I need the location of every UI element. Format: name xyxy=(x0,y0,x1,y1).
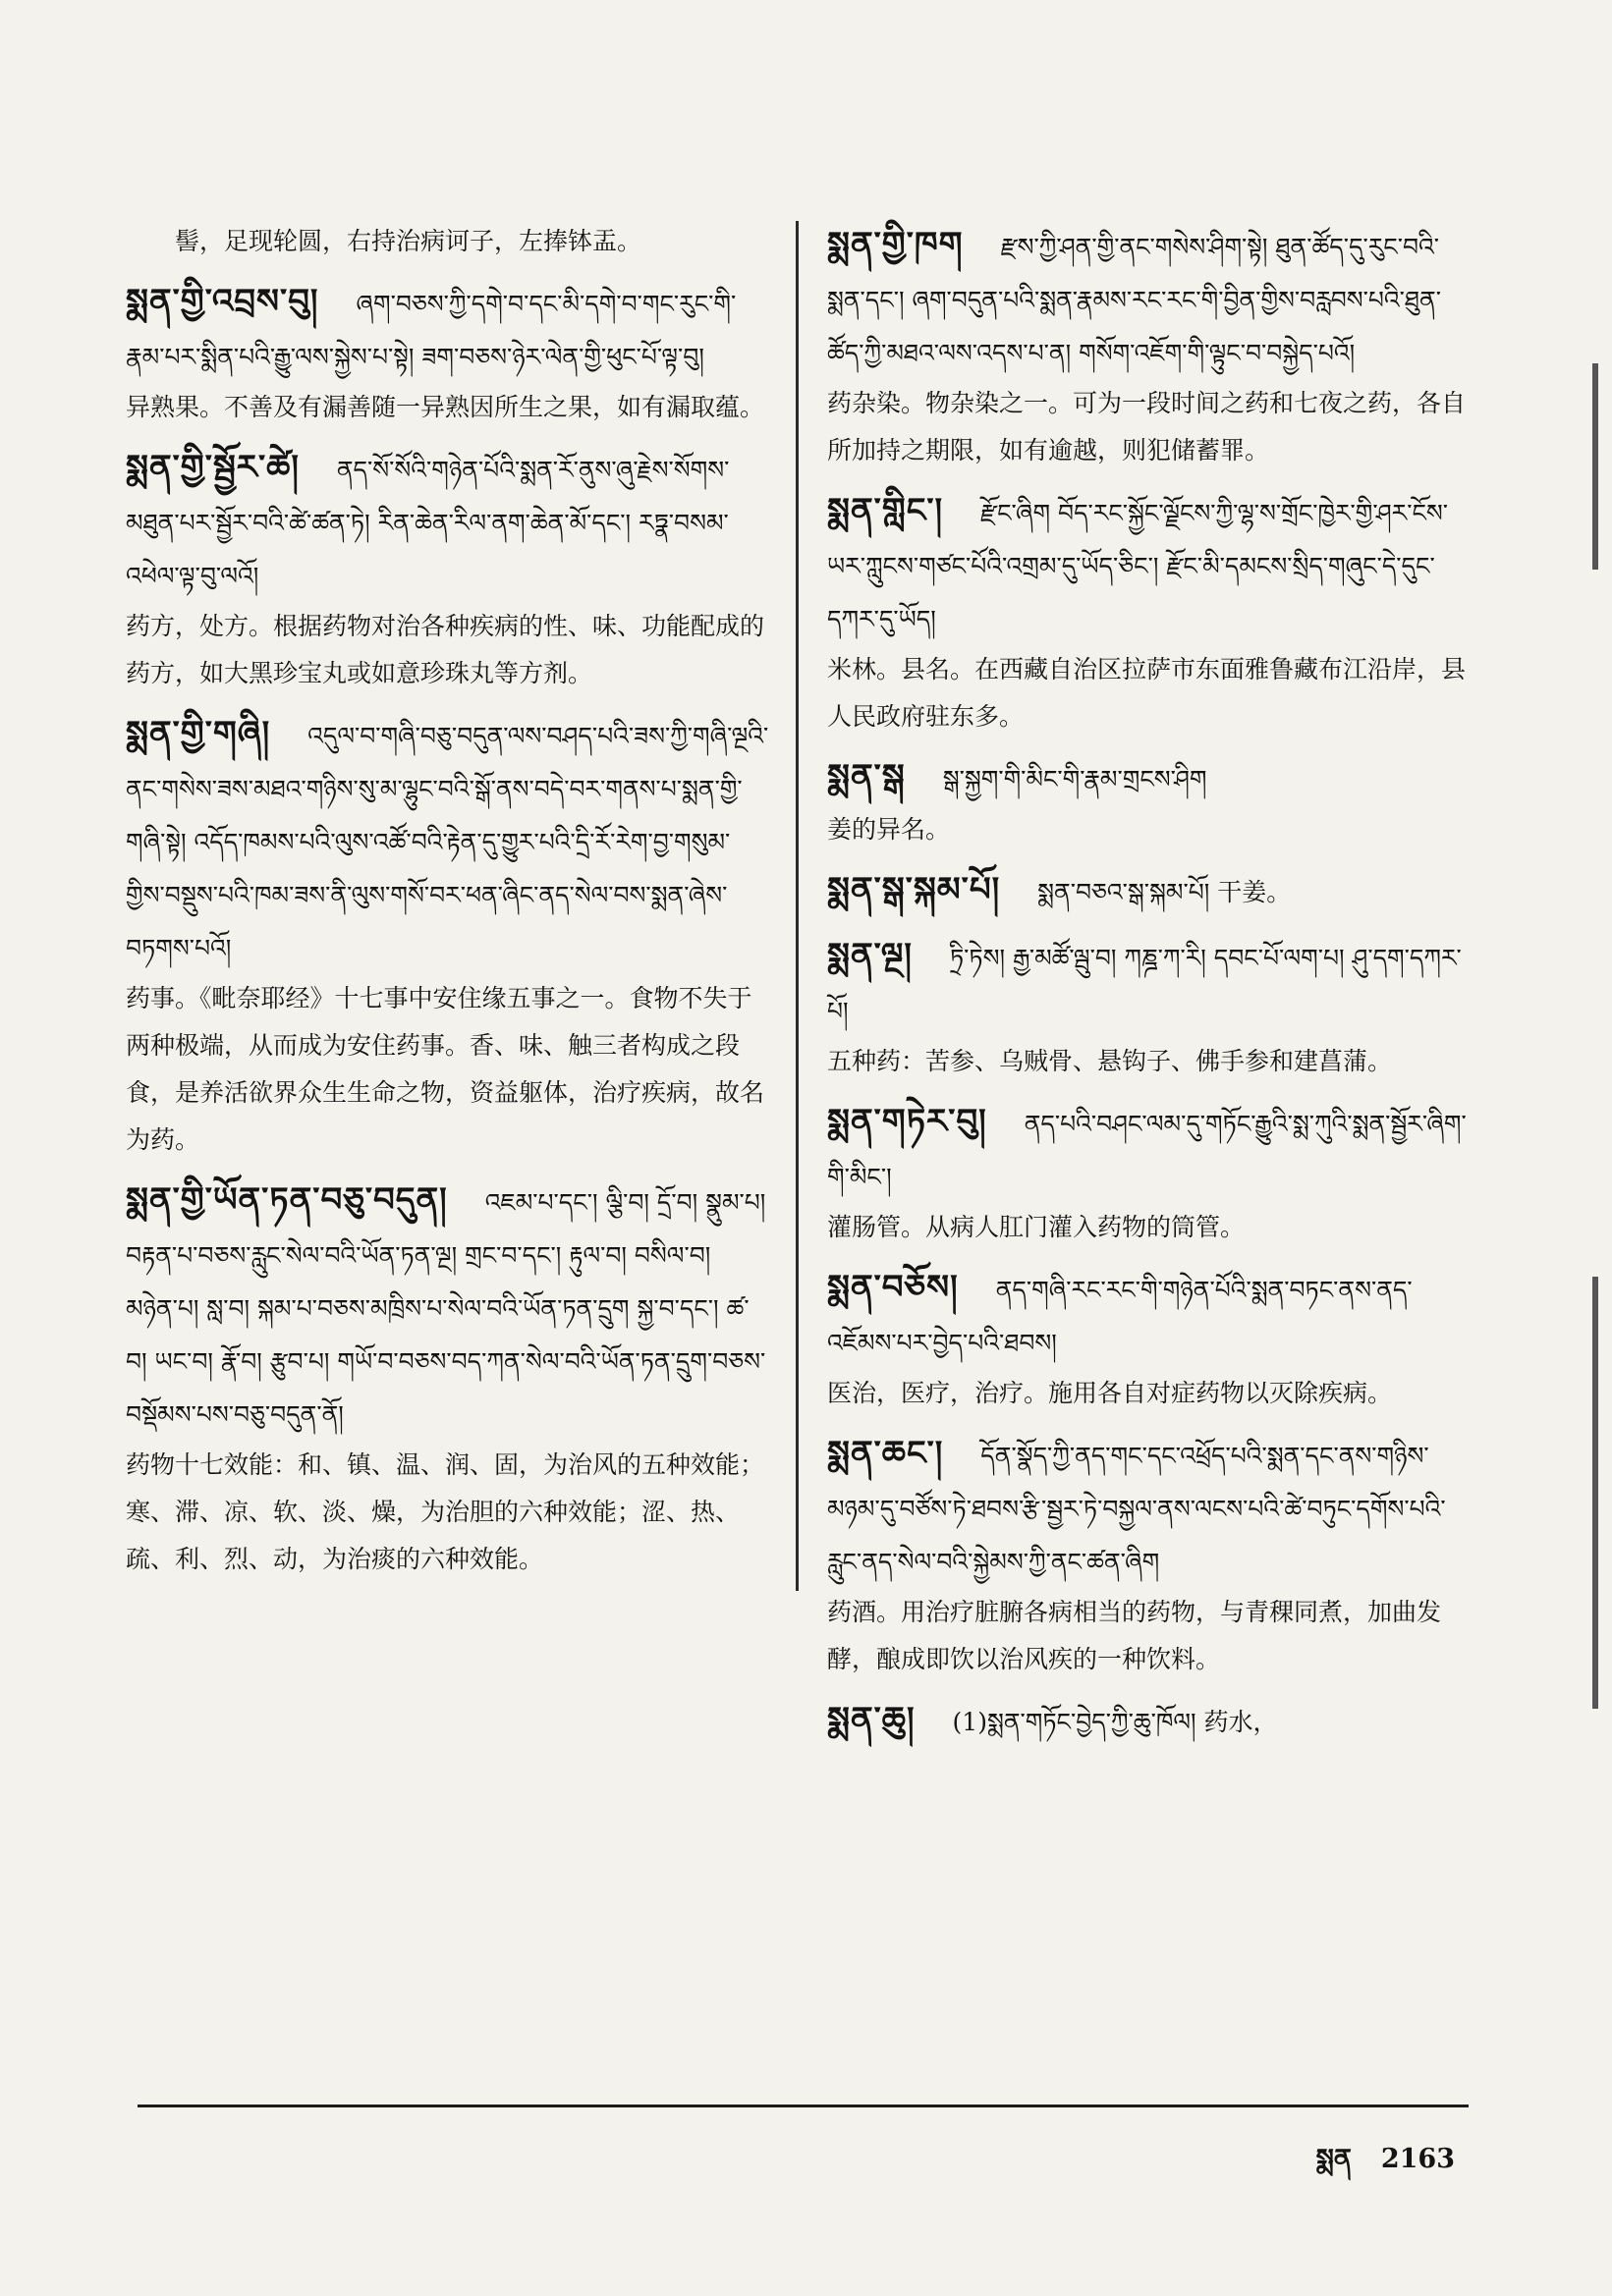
chinese-definition: 姜的异名。 xyxy=(827,815,951,844)
page-number: 2163 xyxy=(1380,2144,1455,2174)
tibetan-definition: སྒ་སྐྱག་གི་མིང་གི་རྣམ་གྲངས་ཤིག xyxy=(942,765,1207,793)
headword: སྨན་གྱི་སྦྱོར་ཚེ། xyxy=(126,448,300,487)
dictionary-entry xyxy=(126,441,769,697)
headword: སྨན་གྱི་གཞི། xyxy=(126,714,271,753)
headword: སྨན་བཅོས། xyxy=(827,1268,959,1307)
column-separator xyxy=(796,221,799,1591)
dictionary-entry xyxy=(827,484,1471,740)
left-column xyxy=(126,218,769,1593)
continuation-text: 髻，足现轮圆，右持治病诃子，左捧钵盂。 xyxy=(175,227,642,255)
running-head: སྨན xyxy=(1315,2144,1352,2174)
tibetan-definition: དོན་སྣོད་ཀྱི་ནད་གང་དང་འཕྲོད་པའི་སྨན་དང་ནས་གཉིས་མཉམ་དུ་བཙོས་ཏེ་ཐབས་རྩི་སྦྱར་ཏེ་བསྐྱལ་ནས་ལངས་པའི་ཚེ་བཏུང་དགོས་པའི་རླུང་ནད་སེལ་བའི་སྐྱེམས་ཀྱི་ནང་ཚན་ཞིག xyxy=(827,1442,1446,1576)
chinese-definition: 异熟果。不善及有漏善随一异熟因所生之果，如有漏取蕴。 xyxy=(126,393,765,421)
tibetan-definition: ཞག་བཅས་ཀྱི་དགེ་བ་དང་མི་དགེ་བ་གང་རུང་གི་རྣམ་པར་སྨིན་པའི་རྒྱུ་ལས་སྐྱེས་པ་སྟེ། ཟག་བཅས་ཉེར་ལེན་གྱི་ཕུང་པོ་ལྟ་བུ། xyxy=(126,290,737,371)
dictionary-entry xyxy=(827,218,1471,474)
chinese-definition: 五种药：苦参、乌贼骨、悬钩子、佛手参和建菖蒲。 xyxy=(827,1047,1393,1075)
chinese-definition: 米林。县名。在西藏自治区拉萨市东面雅鲁藏布江沿岸，县人民政府驻东多。 xyxy=(827,655,1467,731)
tibetan-definition: ཏྲི་ཏེས། རྒྱ་མཚོ་ལྦུ་བ། ཀཎྜ་ཀ་རི། དབང་པོ་ལག་པ། ཤུ་དག་དཀར་པོ། xyxy=(827,944,1462,1025)
dictionary-entry xyxy=(126,707,769,1164)
chinese-definition: 药事。《毗奈耶经》十七事中安住缘五事之一。食物不失于两种极端，从而成为安住药事。香、味、触三者构成之段食，是养活欲界众生生命之物，资益躯体，治疗疾病，故名为药。 xyxy=(126,984,765,1154)
dictionary-entry xyxy=(827,1693,1471,1749)
headword: སྨན་ཆང་། xyxy=(827,1434,944,1473)
headword: སྨན་གཏེར་བུ། xyxy=(827,1102,987,1141)
tibetan-definition: ནད་སོ་སོའི་གཉེན་པོའི་སྨན་རོ་ནུས་ཞུ་རྗེས་སོགས་མཐུན་པར་སྦྱོར་བའི་ཚེ་ཚན་ཏེ། རིན་ཆེན་རིལ་ནག་ཆེན་མོ་དང་། རཏྣ་བསམ་འཕེལ་ལྟ་བུ་ལའོ། xyxy=(126,456,730,590)
dictionary-entry xyxy=(827,1261,1471,1417)
chinese-definition: 药方，处方。根据药物对治各种疾病的性、味、功能配成的药方，如大黑珍宝丸或如意珍珠丸等方剂。 xyxy=(126,612,765,687)
tibetan-definition: (1)སྨན་གཏོང་བྱེད་ཀྱི་ཆུ་ཁོལ། xyxy=(952,1708,1196,1736)
headword: སྨན་ཆུ། xyxy=(827,1700,916,1739)
scan-edge-mark xyxy=(1592,363,1598,570)
headword: སྨན་གྱི་ཡོན་ཏན་བཅུ་བདུན། xyxy=(126,1180,448,1220)
footer-rule xyxy=(138,2105,1469,2107)
headword: སྨན་སྒ་སྐམ་པོ། xyxy=(827,870,1001,909)
tibetan-definition: སྨན་བཅའ་སྒ་སྐམ་པོ། xyxy=(1037,878,1210,906)
headword: སྨན་གླིང་། xyxy=(827,491,944,530)
dictionary-entry xyxy=(827,750,1471,853)
chinese-definition: 医治，医疗，治疗。施用各自对症药物以灭除疾病。 xyxy=(827,1379,1393,1407)
headword: སྨན་གྱི་འབྲས་བུ། xyxy=(126,282,319,321)
headword: སྨན་སྒ xyxy=(827,757,906,796)
dictionary-entry xyxy=(827,1427,1471,1683)
tibetan-definition: འདུལ་བ་གཞི་བཅུ་བདུན་ལས་བཤད་པའི་ཟས་ཀྱི་གཞི་ལྔའི་ནང་གསེས་ཟས་མཐའ་གཉིས་སུ་མ་ལྷུང་བའི་སྒོ་ནས་བདེ་བར་གནས་པ་སྨན་གྱི་གཞི་སྟེ། འདོད་ཁམས་པའི་ལུས་འཚོ་བའི་རྟེན་དུ་གྱུར་པའི་དྲི་རོ་རེག་བྱ་གསུམ་གྱིས་བསྡུས་པའི་ཁམ་ཟས་ནི་ལུས་གསོ་བར་ཕན་ཞིང་ནད་སེལ་བས་སྨན་ཞེས་བཏགས་པའོ། xyxy=(126,722,769,962)
dictionary-entry xyxy=(827,929,1471,1085)
chinese-definition: 药水， xyxy=(1203,1708,1278,1736)
tibetan-definition: ནད་གཞི་རང་རང་གི་གཉེན་པོའི་སྨན་བཏང་ནས་ནད་འཇོམས་པར་བྱེད་པའི་ཐབས། xyxy=(827,1276,1413,1357)
scan-edge-mark xyxy=(1592,1277,1598,1709)
right-column xyxy=(827,218,1471,1759)
page-footer xyxy=(1287,2129,1455,2204)
chinese-definition: 药酒。用治疗脏腑各病相当的药物，与青稞同煮，加曲发酵，酿成即饮以治风疾的一种饮料。 xyxy=(827,1598,1442,1673)
chinese-definition: 药物十七效能：和、镇、温、润、固，为治风的五种效能；寒、滞、凉、软、淡、燥，为治胆的六种效能；涩、热、疏、利、烈、动，为治痰的六种效能。 xyxy=(126,1450,765,1573)
dictionary-entry xyxy=(126,1174,769,1583)
tibetan-definition: ནད་པའི་བཤང་ལམ་དུ་གཏོང་རྒྱུའི་སྨ་ཀུའི་སྨན་སྦྱོར་ཞིག་གི་མིང་། xyxy=(827,1110,1467,1191)
tibetan-definition: རྫོང་ཞིག བོད་རང་སྐྱོང་ལྗོངས་ཀྱི་ལྷ་ས་གྲོང་ཁྱེར་གྱི་ཤར་ངོས་ཡར་ཀླུངས་གཙང་པོའི་འགྲམ་དུ་ཡོད་ཅིང་། རྫོང་མི་དམངས་སྲིད་གཞུང་དེ་དུང་དཀར་དུ་ཡོད། xyxy=(827,499,1449,633)
chinese-definition: 灌肠管。从病人肛门灌入药物的筒管。 xyxy=(827,1213,1246,1241)
headword: སྨན་ལྔ། xyxy=(827,936,913,975)
headword: སྨན་གྱི་ཁག xyxy=(827,225,964,264)
dictionary-entry xyxy=(827,1095,1471,1251)
dictionary-entry xyxy=(827,863,1471,919)
tibetan-definition: འཇམ་པ་དང་། ལྕི་བ། དྲོ་བ། སྣུམ་པ། བརྟན་པ་བཅས་རླུང་སེལ་བའི་ཡོན་ཏན་ལྔ། གྲང་བ་དང་། རྟུལ་བ། བསིལ་བ། མཉེན་པ། སླ་བ། སྐམ་པ་བཅས་མཁྲིས་པ་སེལ་བའི་ཡོན་ཏན་དྲུག སྐྱ་བ་དང་། ཚ་བ། ཡང་བ། རྣོ་བ། རྩུབ་པ། གཡོ་བ་བཅས་བད་ཀན་སེལ་བའི་ཡོན་ཏན་དྲུག་བཅས་བསྡོམས་པས་བཅུ་བདུན་ནོ། xyxy=(126,1188,766,1429)
chinese-definition: 药杂染。物杂染之一。可为一段时间之药和七夜之药，各自所加持之期限，如有逾越，则犯储蓄罪。 xyxy=(827,389,1467,465)
chinese-definition: 干姜。 xyxy=(1217,878,1292,906)
tibetan-definition: རྫས་ཀྱི་ཤན་གྱི་ནང་གསེས་ཤིག་སྟེ། ཐུན་ཚོད་དུ་རུང་བའི་སྨན་དང་། ཞག་བདུན་པའི་སྨན་རྣམས་རང་རང་གི་བྱིན་གྱིས་བརླབས་པའི་ཐུན་ཚོད་ཀྱི་མཐའ་ལས་འདས་པ་ན། གསོག་འཇོག་གི་ལྟུང་བ་བསྐྱེད་པའོ། xyxy=(827,233,1441,367)
dictionary-entry xyxy=(126,275,769,431)
